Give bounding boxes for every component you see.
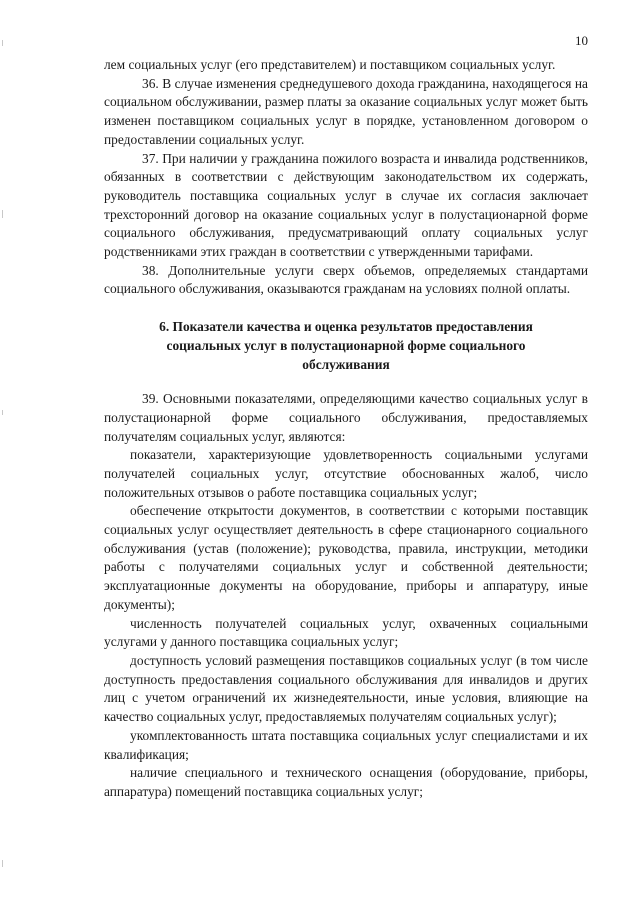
- list-item-recipient-count: численность получателей социальных услуг, охваченных социальными услугами у данного поставщика социальных услуг;: [104, 615, 588, 650]
- list-item-satisfaction: показатели, характеризующие удовлетворенность социальными услугами получателей социальных услуг, отсутствие обоснованных жалоб, число положительных отзывов о работе поставщика социальных услуг;: [104, 447, 588, 500]
- scan-artifact: [2, 860, 3, 867]
- paragraph-36: 36. В случае изменения среднедушевого дохода гражданина, находящегося на социальном обслуживании, размер платы за оказание социальных услуг может быть изменен поставщиком социальных услуг в порядке, установленном договором о предоставлении социальных услуг.: [104, 75, 588, 147]
- list-item-document-openness: обеспечение открытости документов, в соответствии с которыми поставщик социальных услуг осуществляет деятельность в сфере стационарного социального обслуживания (устав (положение); руководства, правила, инструкции, методики работы с получателями социальных услуг и собственной деятельности; эксплуатационные документы на оборудование, приборы и аппаратуру, иные документы);: [104, 503, 588, 612]
- scan-artifact: [2, 40, 3, 46]
- section-heading: 6. Показатели качества и оценка результатов предоставления социальных услуг в полустационарной форме социального обслуживания: [159, 319, 533, 373]
- list-item-accessibility: доступность условий размещения поставщиков социальных услуг (в том числе доступность предоставления социального обслуживания для инвалидов и других лиц с учетом ограничений их жизнедеятельности, иные условия, влияющие на качество социальных услуг, предоставляемых получателям социальных услуг);: [104, 652, 588, 725]
- paragraph-37: 37. При наличии у гражданина пожилого возраста и инвалида родственников, обязанных в соответствии с действующим законодательством их содержать, руководитель поставщика социальных услуг в случае их согласия заключает трехсторонний договор на оказание социальных услуг в полустационарной форме социального обслуживания, предусматривающий оплату социальных услуг родственниками этих граждан в соответствии с утвержденными тарифами.: [104, 150, 588, 260]
- scan-artifact: [2, 410, 3, 415]
- scan-artifact: [2, 210, 3, 218]
- page-number: 10: [575, 33, 588, 48]
- list-item-staffing: укомплектованность штата поставщика социальных услуг специалистами и их квалификация;: [104, 727, 588, 762]
- paragraph-38: 38. Дополнительные услуги сверх объемов, определяемых стандартами социального обслуживания, оказываются гражданам на условиях полной оплаты.: [104, 262, 588, 297]
- list-item-equipment: наличие специального и технического оснащения (оборудование, приборы, аппаратура) помещений поставщика социальных услуг;: [104, 765, 588, 799]
- paragraph-continuation: лем социальных услуг (его представителем) и поставщиком социальных услуг.: [104, 57, 556, 72]
- document-body: [104, 56, 588, 802]
- paragraph-39: 39. Основными показателями, определяющими качество социальных услуг в полустационарной форме социального обслуживания, предоставляемых получателям социальных услуг, являются:: [104, 391, 588, 444]
